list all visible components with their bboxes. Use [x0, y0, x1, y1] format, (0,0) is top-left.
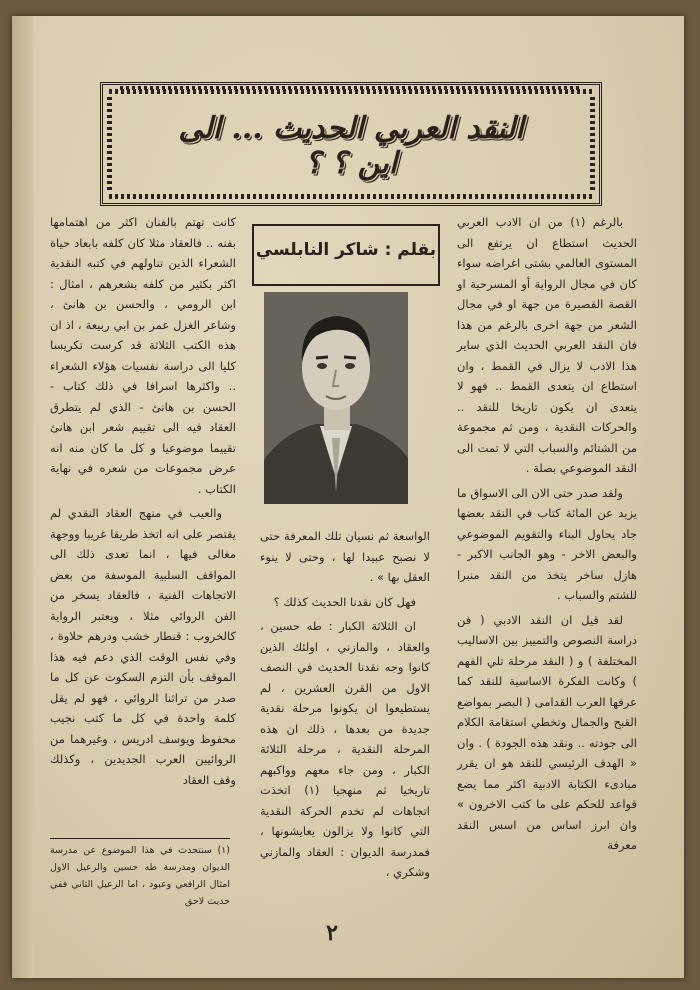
- footnote-divider: [50, 838, 230, 839]
- paragraph: لقد قيل ان النقد الادبي ( فن دراسة النصوص والتمييز بين الاساليب المختلفة ) و ( النقد مرحلة تلي الفهم ) وكانت الفكرة الاساسية للنقد كما عرفها العرب القدامى ( البصر بمواضع القبح والجمال وتخطي استقامة الكلام الى جودته .. ونقد هذه الجودة ) . وان « الهدف الرئيسي للنقد هو ان يقرر مبادىء الكتابة الادبية اكثر مما يضع قواعد للحكم على ما كتب الاخرون » وان ابرز اساس من اسس النقد معرفة: [457, 612, 637, 852]
- text-column-middle: [260, 526, 430, 887]
- paragraph: فهل كان نقدنا الحديث كذلك ؟: [273, 594, 416, 609]
- author-byline: بقلم : شاكر النابلسي: [255, 240, 437, 260]
- magazine-page: [12, 16, 684, 978]
- author-photo: [264, 292, 408, 504]
- page-number: ٢: [326, 920, 338, 946]
- title-frame: [100, 82, 602, 206]
- paragraph: الواسعة ثم نسيان تلك المعرفة حتى لا نصبح عبيدا لها ، وحتى لا ينوء العقل بها » .: [260, 529, 430, 584]
- paragraph: والعيب في منهج العقاد النقدي لم يقتصر على انه اتخذ طريقا غريبا ووجهة مغالى فيها ، انما تعدى ذلك الى المواقف السلبية الموسفة من بعض الاتجاهات الفنية ، فالعقاد يسخر من الفن الروائي مثلا ، ويعتبر الرواية كالخروب : قنطار خشب ودرهم حلاوة ، وفي نفس الوقت الذي دعم فيه هذا الموقف بأن التزم السكوت عن كل ما صدر من تراثنا الروائي ، فهو لم يقل كلمة واحدة في كل ما كتب نجيب محفوظ ويوسف ادريس ، وغيرهما من الروائيين العرب الجديدين ، وكذلك وقف العقاد: [50, 506, 236, 787]
- title-frame-dotted-border: [107, 97, 112, 191]
- title-frame-dotted-border: [590, 97, 595, 191]
- page-binding-edge: [12, 16, 34, 978]
- text-column-right: [457, 212, 637, 860]
- paragraph: ان الثلاثة الكبار : طه حسين ، والعقاد ، والمازني ، اولئك الذين كانوا وجه نقدنا الحديث في النصف الاول من القرن العشرين ، لم يستطيعوا ان يكونوا مرحلة نقدية جديدة من بعدها ، ذلك ان هذه المرحلة النقدية ، مرحلة الثلاثة الكبار ، ومن جاء معهم وواكبهم تاريخيا ثم منهجيا (١) اتخذت اتجاهات لم تخدم الحركة النقدية التي كانوا ولا يزالون يعايشونها ، فمدرسة الديوان : العقاد والمازني وشكري ،: [260, 619, 430, 879]
- byline-box: [252, 224, 440, 286]
- paragraph: ولقد صدر حتى الان الى الاسواق ما يزيد عن المائة كتاب في النقد بعضها جاد يحاول البناء والتقويم الموضوعي والبعض الاخر - وهو الجانب الاكبر - هازل ساخر يتخذ من النقد منبرا للشتم والسباب .: [457, 485, 637, 602]
- footnote: (١) سنتحدث في هذا الموضوع عن مدرسة الديوان ومدرسة طه حسين والرعيل الاول امثال الرافعي وعبود ، اما الرعيل الثاني ففي حديث لاحق: [50, 845, 230, 907]
- paragraph: كانت تهتم بالفنان اكثر من اهتمامها بفنه .. فالعقاد مثلا كان كلفه بابعاد حياة الشعراء الذين تناولهم في كتبه النقدية اكثر بكثير من كلفه بشعرهم ، امثال : ابن الرومي ، والحسن بن هانئ ، وشاعر الغزل عمر بن ابي ربيعة ، اذ ان هذه الكتب الثلاثة قد كرست تكريسا كليا الى دراسة نفسيات هؤلاء الشعراء .. واكثرها اسرافا في ذلك كتاب - الحسن بن هانئ - الذي لم يتطرق العقاد فيه الى تقييم شعر ابن هانئ تقييما موضوعيا و كل ما كان منه انه عرض مجموعات من شعره في نهاية الكتاب .: [50, 215, 236, 496]
- paragraph: بالرغم (١) من ان الادب العربي الحديث استطاع ان يرتفع الى المستوى العالمي بشتى اغراضه سواء كان في مجال الرواية أو المسرحية او القصة القصيرة من جهة او في مجال الشعر من جهة اخرى بالرغم من هذا فان النقد العربي الحديث الذي ساير هذا الادب لا يزال في القمط ، وان استطاع ان يتعدى القمط .. فهو لا يتعدى ان يكون تاريخا للنقد .. والحركات النقدية ، ومن ثم مجموعة من الشتائم والسباب التي لا تمت الى النقد الموضوعي بصلة .: [457, 215, 637, 475]
- title-frame-dotted-border: [109, 194, 593, 199]
- text-column-left: [50, 212, 236, 794]
- portrait-image: [264, 292, 408, 504]
- title-frame-dotted-border: [109, 89, 593, 94]
- article-title: النقد العربي الحديث ... الى اين ؟ ؟: [178, 111, 524, 181]
